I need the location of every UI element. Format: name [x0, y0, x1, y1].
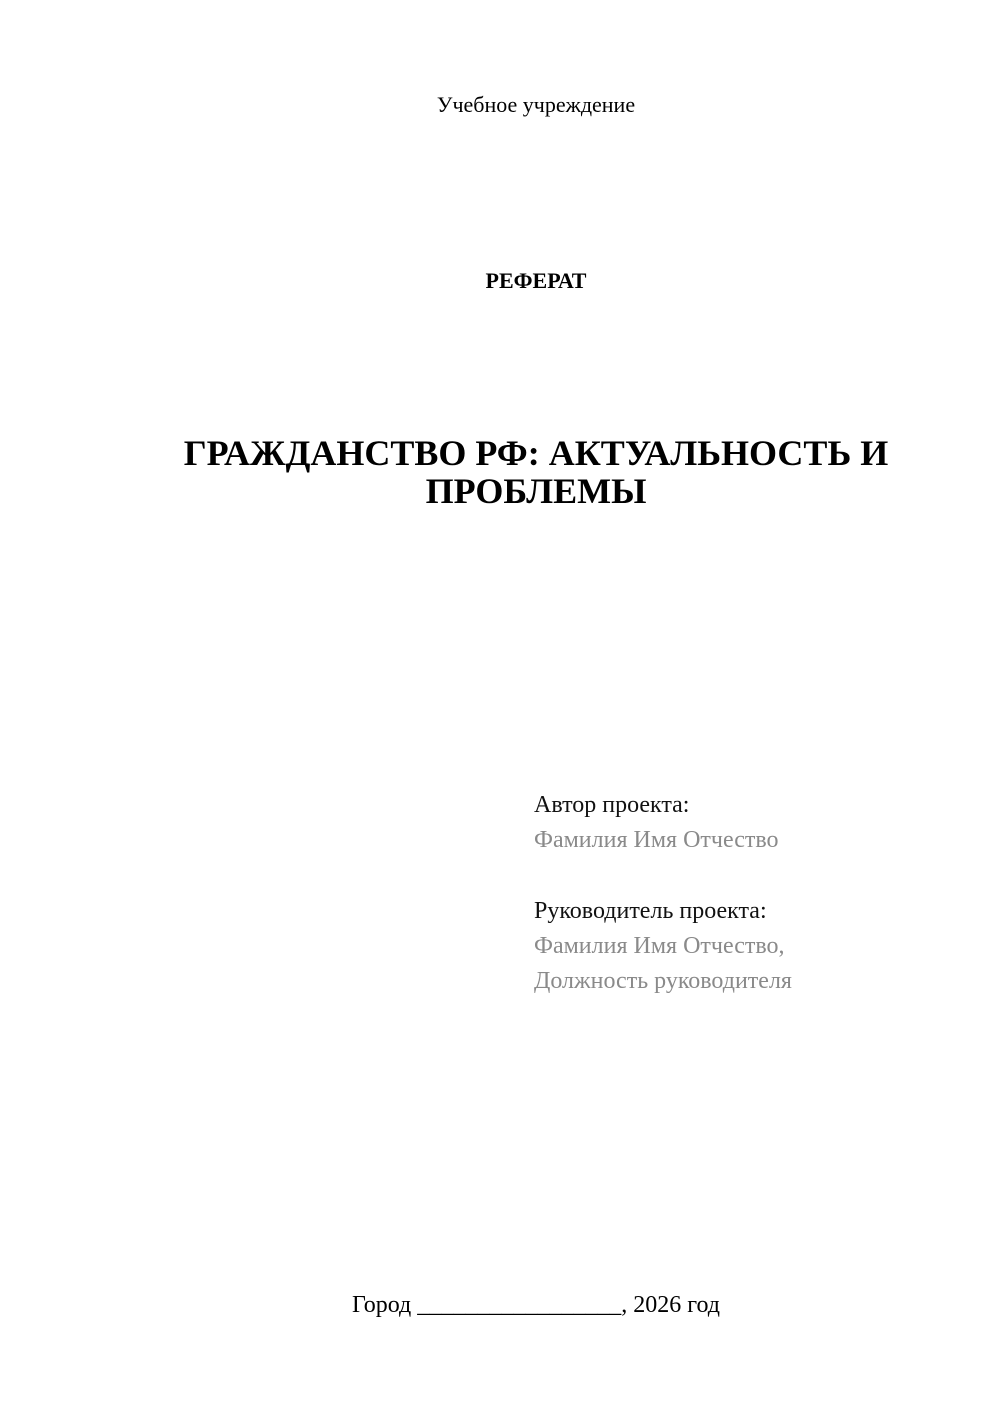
credits-spacer — [534, 858, 974, 894]
credits-block — [534, 788, 974, 999]
author-label: Автор проекта: — [534, 792, 690, 818]
supervisor-position: Должность руководителя — [534, 968, 792, 994]
author-name: Фамилия Имя Отчество — [534, 827, 779, 853]
document-title: ГРАЖДАНСТВО РФ: АКТУАЛЬНОСТЬ И ПРОБЛЕМЫ — [183, 433, 889, 511]
supervisor-name: Фамилия Имя Отчество, — [534, 933, 785, 959]
city-year-line: Город _________________, 2026 год — [351, 1292, 721, 1318]
supervisor-label: Руководитель проекта: — [534, 898, 767, 924]
document-type: РЕФЕРАТ — [485, 268, 587, 293]
institution-name: Учебное учреждение — [436, 92, 636, 117]
